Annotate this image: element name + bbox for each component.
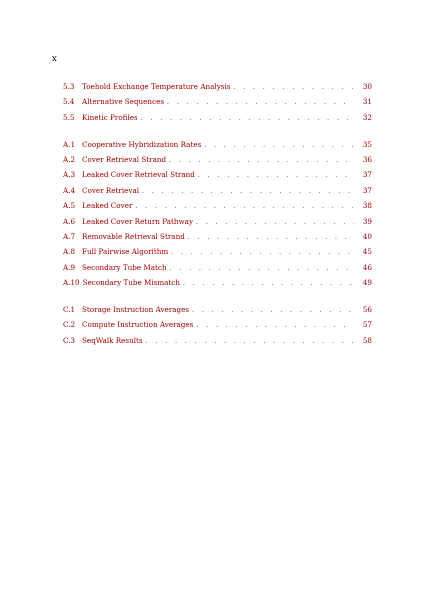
entry-number: A.1 <box>63 139 76 149</box>
entry-page: 32 <box>362 112 372 122</box>
entry-title: Cover Retrieval Strand <box>82 155 167 165</box>
dot-leader <box>188 230 354 245</box>
toc-entry[interactable] <box>63 260 372 275</box>
toc-entry[interactable] <box>63 152 372 167</box>
dot-leader <box>142 184 354 199</box>
entry-number: A.10 <box>63 278 80 288</box>
toc-entry[interactable] <box>63 302 372 317</box>
toc-entry[interactable] <box>63 137 372 152</box>
toc-entry[interactable] <box>63 198 372 213</box>
entry-page: 56 <box>362 305 372 315</box>
dot-leader <box>183 276 354 291</box>
entry-page: 35 <box>362 139 372 149</box>
entry-number: A.2 <box>63 155 76 165</box>
entry-page: 46 <box>362 262 372 272</box>
entry-title: Alternative Sequences <box>82 97 165 107</box>
dot-leader <box>192 303 354 318</box>
entry-title: Storage Instruction Averages <box>82 305 190 315</box>
toc-entry[interactable] <box>63 79 372 94</box>
entry-title: Full Pairwise Algorithm <box>82 247 169 257</box>
toc-group-chapter-5 <box>63 79 372 125</box>
entry-title: Leaked Cover Return Pathway <box>82 216 194 226</box>
toc-entry[interactable] <box>63 244 372 259</box>
dot-leader <box>135 199 354 214</box>
toc-entry[interactable] <box>63 317 372 332</box>
entry-number: 5.5 <box>63 112 75 122</box>
entry-page: 45 <box>362 247 372 257</box>
table-of-contents <box>63 79 372 348</box>
toc-entry[interactable] <box>63 183 372 198</box>
entry-page: 37 <box>362 170 372 180</box>
dot-leader <box>146 334 354 349</box>
entry-page: 38 <box>362 201 372 211</box>
dot-leader <box>141 111 354 126</box>
entry-number: C.1 <box>63 305 76 315</box>
entry-page: 31 <box>362 97 372 107</box>
entry-page: 39 <box>362 216 372 226</box>
entry-title: Removable Retrieval Strand <box>82 232 185 242</box>
entry-title: Toehold Exchange Temperature Analysis <box>82 82 231 91</box>
entry-number: C.3 <box>63 335 76 345</box>
entry-title: Leaked Cover Retrieval Strand <box>82 170 195 180</box>
dot-leader <box>170 261 354 276</box>
toc-entry[interactable] <box>63 167 372 182</box>
toc-entry[interactable] <box>63 110 372 125</box>
dot-leader <box>196 215 354 230</box>
entry-number: A.4 <box>63 185 76 195</box>
entry-number: C.2 <box>63 320 76 330</box>
toc-entry[interactable] <box>63 333 372 348</box>
dot-leader <box>204 138 354 153</box>
entry-number: A.7 <box>63 232 76 242</box>
entry-page: 30 <box>362 82 372 91</box>
entry-page: 57 <box>362 320 372 330</box>
entry-title: Compute Instruction Averages <box>82 320 194 330</box>
entry-title: Secondary Tube Match <box>82 262 167 272</box>
entry-title: Secondary Tube Mismatch <box>82 278 181 288</box>
entry-page: 37 <box>362 185 372 195</box>
dot-leader <box>169 153 354 168</box>
dot-leader <box>167 95 354 110</box>
entry-title: Cooperative Hybridization Rates <box>82 139 202 149</box>
entry-page: 49 <box>362 278 372 288</box>
entry-number: A.8 <box>63 247 76 257</box>
entry-number: A.6 <box>63 216 76 226</box>
entry-number: A.5 <box>63 201 76 211</box>
dot-leader <box>198 168 354 183</box>
entry-title: Leaked Cover <box>82 201 133 211</box>
entry-page: 40 <box>362 232 372 242</box>
toc-entry[interactable] <box>63 275 372 290</box>
dot-leader <box>233 80 354 95</box>
toc-group-appendix-c <box>63 302 372 348</box>
toc-entry[interactable] <box>63 94 372 109</box>
entry-title: Kinetic Profiles <box>82 112 138 122</box>
toc-entry[interactable] <box>63 229 372 244</box>
entry-number: A.3 <box>63 170 76 180</box>
toc-entry[interactable] <box>63 214 372 229</box>
dot-leader <box>171 245 354 260</box>
entry-title: Cover Retrieval <box>82 185 140 195</box>
entry-page: 58 <box>362 335 372 345</box>
dot-leader <box>196 318 354 333</box>
entry-number: A.9 <box>63 262 76 272</box>
toc-group-appendix-a <box>63 137 372 291</box>
entry-number: 5.3 <box>63 82 75 91</box>
entry-page: 36 <box>362 155 372 165</box>
entry-title: SeqWalk Results <box>82 335 143 345</box>
page-number: x <box>52 54 57 64</box>
entry-number: 5.4 <box>63 97 75 107</box>
